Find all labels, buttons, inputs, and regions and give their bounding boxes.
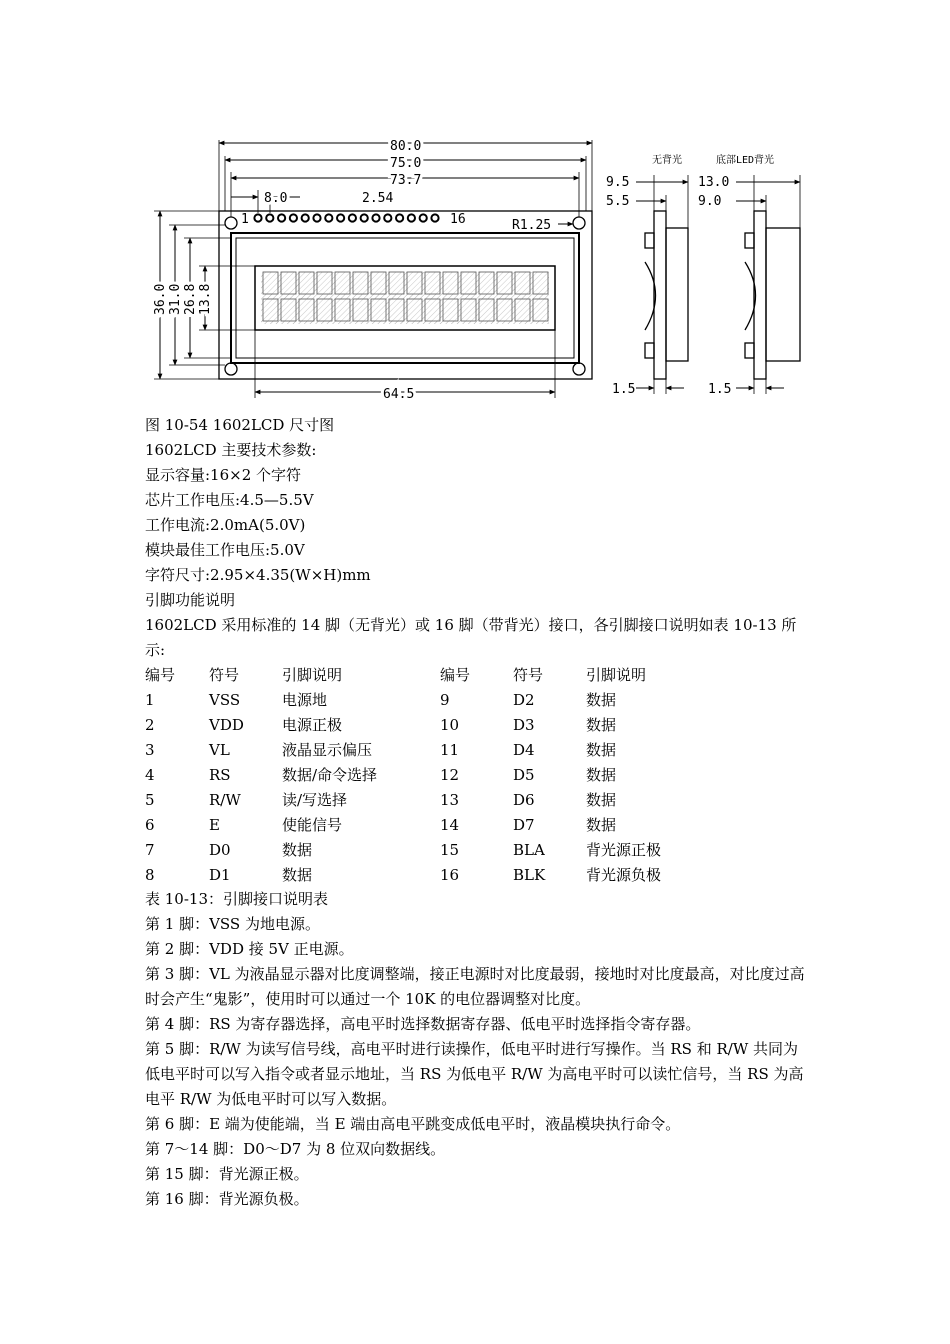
table-cell: 使能信号 (282, 816, 343, 834)
side1-d1: 9.5 (606, 175, 630, 190)
dim-13-8: 13.8 (198, 283, 213, 315)
character-cell (443, 299, 458, 321)
table-cell: VSS (209, 690, 241, 709)
table-cell: 8 (145, 865, 155, 884)
table-cell: 5 (145, 790, 155, 809)
table-cell: 数据 (586, 691, 617, 709)
table-cell: 数据 (282, 841, 313, 859)
table-cell: D5 (513, 765, 535, 784)
note-pin2: 第 2 脚：VDD 接 5V 正电源。 (145, 940, 354, 958)
col-header: 符号 (209, 666, 240, 684)
table-cell: D7 (513, 815, 535, 834)
table-cell: 13 (440, 790, 460, 809)
pin-row (254, 214, 438, 221)
table-cell: 14 (440, 815, 460, 834)
table-row (145, 837, 756, 862)
side-label-led-backlight: 底部LED背光 (716, 155, 775, 166)
side1-d2: 5.5 (606, 194, 630, 209)
table-cell: 液晶显示偏压 (282, 741, 373, 759)
table-cell: D6 (513, 790, 535, 809)
note-pin1: 第 1 脚：VSS 为地电源。 (145, 915, 320, 933)
table-row (145, 737, 756, 762)
mount-hole (225, 363, 237, 375)
table-cell: 12 (440, 765, 460, 784)
dim-r125: R1.25 (512, 218, 552, 233)
dim-80: 80.0 (390, 139, 422, 154)
pin-pad (290, 214, 297, 221)
character-cell (425, 299, 440, 321)
note-pin5: 第 5 脚：R/W 为读写信号线，高电平时进行读操作，低电平时进行写操作。当 RS 和 R/W 共同为低电平时可以写入指令或者显示地址，当 RS 为低电平 R/W 为高电平时可以读忙信号，当 RS 为高电平 R/W 为低电平时可以写入数据。 (145, 1040, 804, 1108)
character-cell (281, 272, 296, 294)
pin-pad (278, 214, 285, 221)
pin-pad (361, 214, 368, 221)
col-header: 引脚说明 (586, 666, 647, 684)
table-cell: 数据 (586, 816, 617, 834)
character-cell (533, 272, 548, 294)
table-header-row (145, 662, 756, 687)
character-cell (317, 299, 332, 321)
table-cell: BLA (513, 840, 545, 859)
dim-2-54: 2.54 (362, 191, 394, 206)
table-cell: 数据 (586, 791, 617, 809)
table-row (145, 787, 756, 812)
character-cell (425, 272, 440, 294)
table-cell: 数据/命令选择 (282, 766, 378, 784)
character-cell (335, 299, 350, 321)
pin-pad (396, 214, 403, 221)
dim-36: 36.0 (153, 283, 168, 315)
character-cell (515, 272, 530, 294)
spec-chip-voltage: 芯片工作电压:4.5—5.5V (145, 491, 314, 509)
spec-char-size: 字符尺寸:2.95×4.35(W×H)mm (145, 566, 371, 584)
table-cell: 数据 (586, 716, 617, 734)
pin-pad (254, 214, 261, 221)
pin-pad (431, 214, 438, 221)
table-cell: 6 (145, 815, 155, 834)
col-header: 编号 (440, 666, 471, 684)
character-cell (515, 299, 530, 321)
note-pin16: 第 16 脚：背光源负极。 (145, 1190, 309, 1208)
lcd-dimension-drawing (140, 128, 810, 408)
table-cell: RS (209, 765, 231, 784)
side1-d3: 1.5 (612, 382, 636, 397)
table-cell: 2 (145, 715, 155, 734)
pin-pad (313, 214, 320, 221)
character-cell (317, 272, 332, 294)
col-header: 编号 (145, 666, 176, 684)
pin-last-label: 16 (450, 212, 466, 227)
character-cell (461, 272, 476, 294)
pin-pad (337, 214, 344, 221)
side-label-no-backlight: 无背光 (652, 155, 682, 166)
table-cell: E (209, 815, 220, 834)
character-cell (389, 272, 404, 294)
character-cell (299, 299, 314, 321)
character-cell (353, 272, 368, 294)
dim-64-5: 64.5 (383, 387, 415, 402)
pin-pad (420, 214, 427, 221)
table-cell: BLK (513, 865, 546, 884)
specs-heading: 1602LCD 主要技术参数: (145, 441, 317, 459)
table-cell: 数据 (282, 866, 313, 884)
side-view-no-backlight (636, 175, 688, 394)
pin-section-heading: 引脚功能说明 (145, 591, 236, 609)
pin-pad (266, 214, 273, 221)
character-cell (497, 272, 512, 294)
note-pin4: 第 4 脚：RS 为寄存器选择，高电平时选择数据寄存器、低电平时选择指令寄存器。 (145, 1015, 701, 1033)
note-pin6: 第 6 脚：E 端为使能端，当 E 端由高电平跳变成低电平时，液晶模块执行命令。 (145, 1115, 681, 1133)
character-cell (353, 299, 368, 321)
pin-pad (408, 214, 415, 221)
table-row (145, 687, 756, 712)
character-cell (479, 272, 494, 294)
spec-best-voltage: 模块最佳工作电压:5.0V (145, 541, 305, 559)
character-cell (443, 272, 458, 294)
table-cell: 3 (145, 740, 155, 759)
character-cell (263, 272, 278, 294)
table-cell: 背光源负极 (586, 866, 662, 884)
col-header: 符号 (513, 666, 544, 684)
dim-26-8: 26.8 (183, 283, 198, 315)
side2-d3: 1.5 (708, 382, 732, 397)
table-row (145, 862, 756, 887)
character-cell (407, 272, 422, 294)
table-cell: D1 (209, 865, 231, 884)
side2-d1: 13.0 (698, 175, 730, 190)
table-caption: 表 10-13：引脚接口说明表 (145, 890, 329, 908)
spec-current: 工作电流:2.0mA(5.0V) (145, 516, 306, 534)
side2-d2: 9.0 (698, 194, 722, 209)
character-cell (263, 299, 278, 321)
table-cell: 15 (440, 840, 460, 859)
pin-pad (372, 214, 379, 221)
table-cell: 1 (145, 690, 155, 709)
table-cell: 10 (440, 715, 460, 734)
table-cell: VL (209, 740, 230, 759)
character-cell (497, 299, 512, 321)
character-cell (479, 299, 494, 321)
note-pin3: 第 3 脚：VL 为液晶显示器对比度调整端，接正电源时对比度最弱，接地时对比度最高，对比度过高时会产生“鬼影”，使用时可以通过一个 10K 的电位器调整对比度。 (145, 965, 805, 1008)
character-cell (281, 299, 296, 321)
mount-hole (573, 363, 585, 375)
table-cell: VDD (209, 715, 244, 734)
pin-pad (302, 214, 309, 221)
pin-pad (325, 214, 332, 221)
character-cell (389, 299, 404, 321)
character-cell (299, 272, 314, 294)
character-cell (371, 299, 386, 321)
table-cell: 数据 (586, 766, 617, 784)
table-row (145, 812, 756, 837)
table-cell: D4 (513, 740, 535, 759)
table-cell: 读/写选择 (282, 791, 348, 809)
col-header: 引脚说明 (282, 666, 343, 684)
dim-8: 8.0 (264, 191, 288, 206)
table-cell: 16 (440, 865, 460, 884)
table-cell: 数据 (586, 741, 617, 759)
figure-caption: 图 10-54 1602LCD 尺寸图 (145, 416, 335, 434)
character-cell (533, 299, 548, 321)
table-cell: D0 (209, 840, 231, 859)
table-cell: D2 (513, 690, 535, 709)
table-row (145, 762, 756, 787)
character-cell (461, 299, 476, 321)
dim-73-7: 73.7 (390, 173, 422, 188)
mount-hole (573, 217, 585, 229)
pin-pad (384, 214, 391, 221)
table-cell: 电源地 (282, 691, 328, 709)
character-cell (407, 299, 422, 321)
table-cell: 电源正极 (282, 716, 343, 734)
note-pin15: 第 15 脚：背光源正极。 (145, 1165, 309, 1183)
table-cell: 11 (440, 740, 460, 759)
dim-31: 31.0 (168, 283, 183, 315)
table-cell: 背光源正极 (586, 841, 662, 859)
side-view-led-backlight (736, 175, 800, 394)
table-cell: R/W (209, 790, 241, 809)
spec-capacity: 显示容量:16×2 个字符 (145, 466, 302, 484)
note-pin7-14: 第 7～14 脚：D0～D7 为 8 位双向数据线。 (145, 1140, 446, 1158)
table-cell: 7 (145, 840, 155, 859)
pin-section-intro: 1602LCD 采用标准的 14 脚（无背光）或 16 脚（带背光）接口，各引脚接口说明如表 10-13 所示: (145, 616, 797, 659)
table-cell: 4 (145, 765, 155, 784)
mount-hole (225, 217, 237, 229)
table-row (145, 712, 756, 737)
table-cell: D3 (513, 715, 535, 734)
character-cell (371, 272, 386, 294)
pin-pad (349, 214, 356, 221)
table-cell: 9 (440, 690, 450, 709)
pin-table (145, 662, 756, 887)
pin-first-label: 1 (241, 212, 249, 227)
character-cell (335, 272, 350, 294)
dim-75: 75.0 (390, 156, 422, 171)
